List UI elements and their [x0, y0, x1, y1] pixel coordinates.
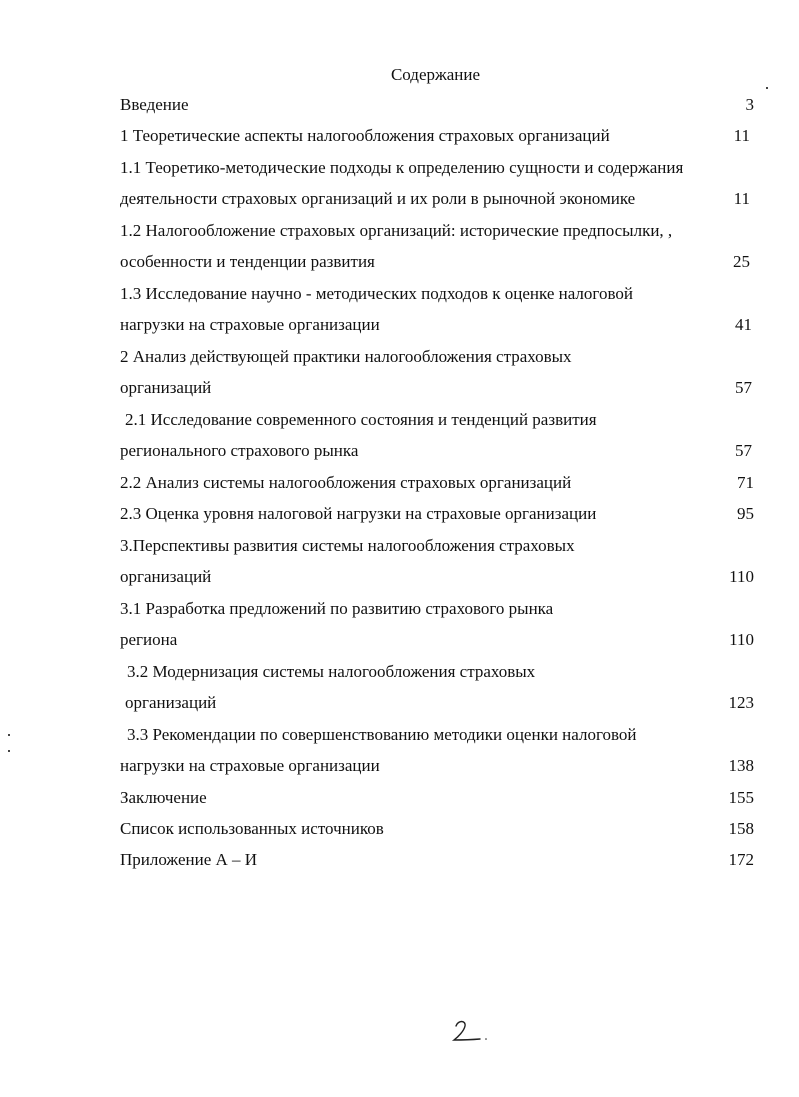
toc-entry-page: 123 [728, 693, 754, 712]
toc-entry-text: 3.1 Разработка предложений по развитию страхового рынка [120, 599, 554, 618]
toc-entry-page: 158 [728, 819, 754, 838]
toc-entry-text: Заключение [120, 788, 207, 807]
toc-entry-text: 3.2 Модернизация системы налогообложения страховых [127, 662, 536, 681]
toc-entry-text: 2.1 Исследование современного состояния и тенденций развития [125, 410, 597, 429]
toc-entry-text: 2.3 Оценка уровня налоговой нагрузки на страховые организации [120, 504, 597, 523]
toc-entry-text: региона [120, 630, 178, 649]
toc-entry-page: 41 [735, 315, 752, 334]
toc-entry-text: 3.Перспективы развития системы налогообложения страховых [120, 536, 575, 555]
toc-entry-text: нагрузки на страховые организации [120, 315, 380, 334]
toc-entry-text: организаций [120, 567, 212, 586]
toc-entry-text: деятельности страховых организаций и их роли в рыночной экономике [120, 189, 636, 208]
toc-entry-text: 1 Теоретические аспекты налогообложения страховых организаций [120, 126, 610, 145]
toc-entry-text: Список использованных источников [120, 819, 384, 838]
toc-entry-page: 71 [737, 473, 754, 492]
toc-entry-page: 25 [733, 252, 750, 271]
scan-speck [766, 87, 768, 89]
toc-entry-page: 3 [745, 95, 754, 114]
toc-entry-text: Приложение А – И [120, 850, 258, 869]
toc-entry-text: 1.3 Исследование научно - методических подходов к оценке налоговой [120, 284, 633, 303]
toc-entry-text: особенности и тенденции развития [120, 252, 375, 271]
toc-entry-text: нагрузки на страховые организации [120, 756, 380, 775]
toc-entry-text: 3.3 Рекомендации по совершенствованию методики оценки налоговой [127, 725, 637, 744]
toc-entry-page: 11 [733, 126, 750, 145]
toc-entry-text: организаций [120, 378, 212, 397]
toc-title: Содержание [390, 65, 481, 84]
toc-entry-text: 1.2 Налогообложение страховых организаций: исторические предпосылки, , [120, 221, 673, 240]
toc-entry-text: 2 Анализ действующей практики налогообложения страховых [120, 347, 572, 366]
toc-entry-page: 110 [729, 567, 754, 586]
toc-entry-page: 138 [728, 756, 754, 775]
toc-entry-page: 57 [735, 378, 752, 397]
toc-entry-text: организаций [125, 693, 217, 712]
toc-entry-text: 2.2 Анализ системы налогообложения страховых организаций [120, 473, 572, 492]
toc-entry-text: 1.1 Теоретико-методические подходы к определению сущности и содержания [120, 158, 684, 177]
toc-entry-page: 110 [729, 630, 754, 649]
scan-speck [8, 750, 10, 752]
toc-entry-page: 11 [733, 189, 750, 208]
toc-entry-page: 95 [737, 504, 754, 523]
toc-entry-text: Введение [120, 95, 189, 114]
toc-entry-text: регионального страхового рынка [120, 441, 359, 460]
scan-speck [8, 734, 10, 736]
toc-entry-page: 155 [728, 788, 754, 807]
toc-entry-page: 172 [728, 850, 754, 869]
handwritten-page-number [450, 1018, 490, 1044]
toc-entry-page: 57 [735, 441, 752, 460]
